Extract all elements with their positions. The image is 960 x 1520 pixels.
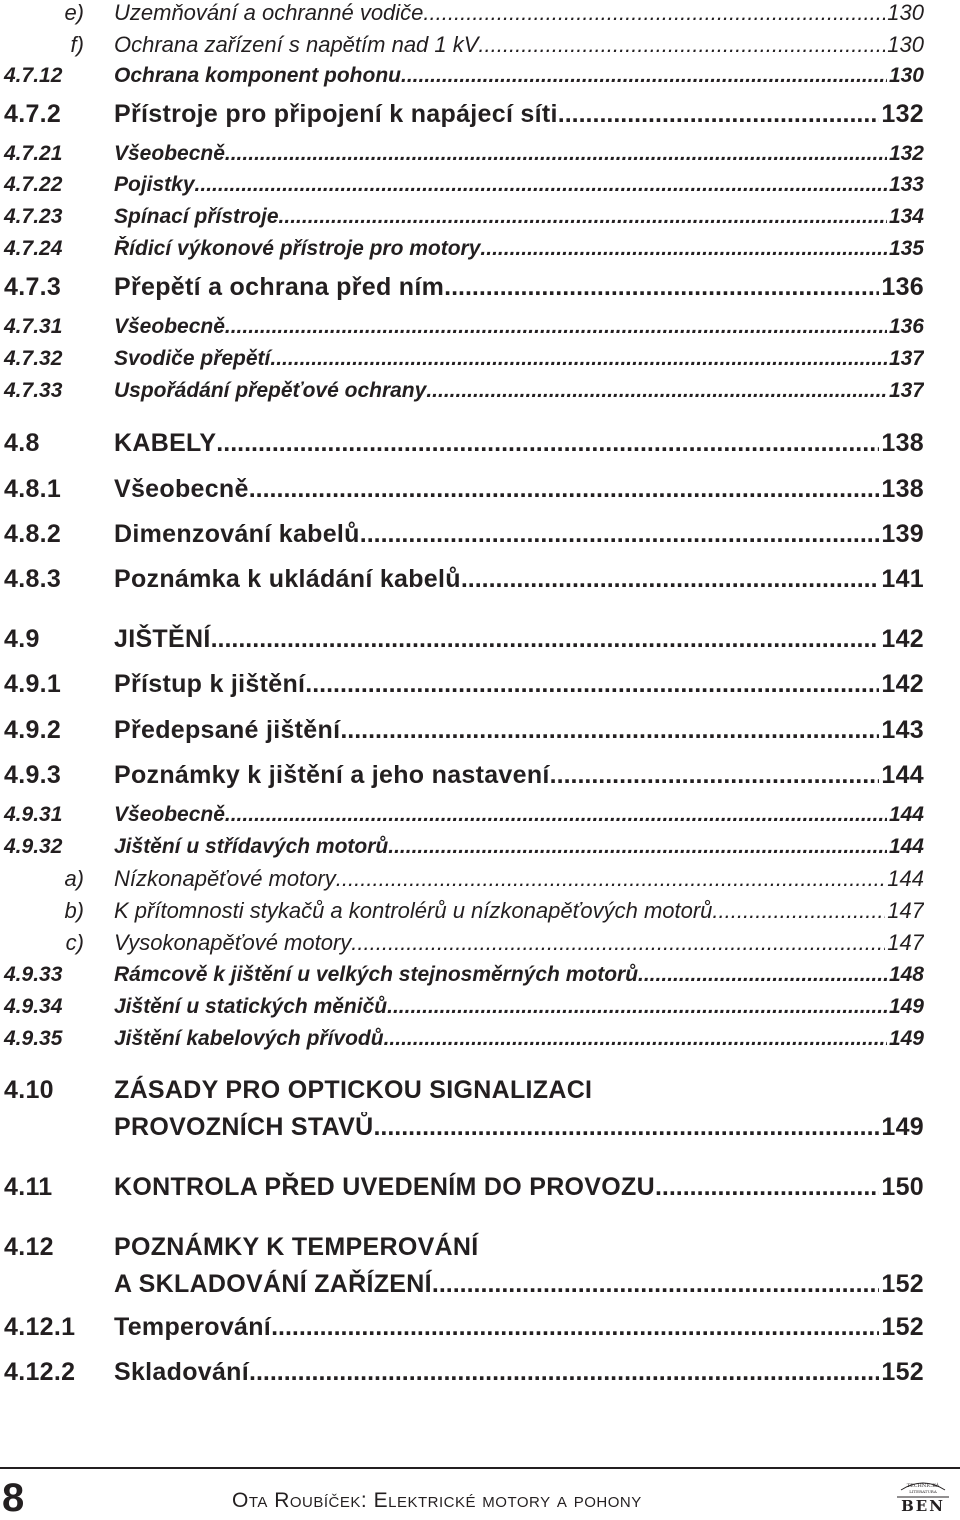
toc-title: Přístroje pro připojení k napájecí síti <box>114 100 558 128</box>
toc-page: 150 <box>881 1173 924 1201</box>
toc-title: Poznámka k ukládání kabelů <box>114 565 461 593</box>
toc-title: Přepětí a ochrana před ním <box>114 273 445 301</box>
toc-number: 4.7.23 <box>4 205 63 228</box>
dot-leader <box>478 32 885 58</box>
running-footer <box>232 1488 642 1514</box>
toc-title-line2: A SKLADOVÁNÍ ZAŘÍZENÍ <box>114 1270 432 1298</box>
toc-number: 4.11 <box>4 1173 53 1201</box>
toc-page: 149 <box>881 1113 924 1141</box>
toc-title: KONTROLA PŘED UVEDENÍM DO PROVOZU <box>114 1173 655 1201</box>
toc-title: Poznámky k jištění a jeho nastavení <box>114 761 550 789</box>
svg-text:TECHNICKÁ: TECHNICKÁ <box>906 1483 940 1489</box>
dot-leader <box>211 624 880 654</box>
toc-title: Jištění u statických měničů <box>114 995 388 1018</box>
dot-leader <box>360 519 880 549</box>
toc-page: 147 <box>887 898 924 923</box>
dot-leader <box>550 760 880 790</box>
toc-page: 144 <box>887 866 924 891</box>
toc-number: 4.9 <box>4 625 40 653</box>
toc-title: Ochrana zařízení s napětím nad 1 kV <box>114 32 479 57</box>
dot-leader <box>305 669 879 699</box>
toc-number: 4.7.31 <box>4 315 63 338</box>
toc-title: Uspořádání přepěťové ochrany <box>114 379 427 402</box>
toc-number: c) <box>65 930 84 955</box>
toc-title: Skladování <box>114 1358 249 1386</box>
toc-page: 152 <box>881 1358 924 1386</box>
toc-title: Nízkonapěťové motory <box>114 866 336 891</box>
toc-title: Pojistky <box>114 173 195 196</box>
toc-page: 148 <box>888 963 924 986</box>
toc-title-line2: PROVOZNÍCH STAVŮ <box>114 1113 374 1141</box>
publisher-logo <box>893 1478 953 1514</box>
dot-leader <box>225 314 887 340</box>
toc-page: 152 <box>881 1313 924 1341</box>
toc-number: 4.7.2 <box>4 100 62 128</box>
toc-title-line1: POZNÁMKY K TEMPEROVÁNÍ <box>114 1233 479 1261</box>
toc-title: Ochrana komponent pohonu <box>114 64 401 87</box>
toc-page: 136 <box>888 315 924 338</box>
toc-number: 4.8.1 <box>4 475 62 503</box>
toc-number: b) <box>64 898 84 923</box>
toc-number: 4.9.34 <box>4 995 63 1018</box>
toc-page: 152 <box>881 1270 924 1298</box>
toc-number: 4.9.2 <box>4 716 62 744</box>
toc-number: 4.9.3 <box>4 761 62 789</box>
toc-page: 143 <box>881 716 924 744</box>
toc-title: Rámcově k jištění u velkých stejnosměrných motorů <box>114 963 639 986</box>
dot-leader <box>351 930 885 956</box>
toc-title: Všeobecně <box>114 803 225 826</box>
toc-title: Dimenzování kabelů <box>114 520 360 548</box>
dot-leader <box>480 236 887 262</box>
dot-leader <box>432 1269 880 1299</box>
svg-text:LITERATURA: LITERATURA <box>909 1489 937 1494</box>
dot-leader <box>373 1112 879 1142</box>
toc-number: 4.8.2 <box>4 520 62 548</box>
toc-title: Uzemňování a ochranné vodiče <box>114 0 424 25</box>
svg-text:BEN: BEN <box>901 1497 945 1514</box>
toc-page: 133 <box>888 173 924 196</box>
dot-leader <box>270 346 887 372</box>
dot-leader <box>336 866 885 892</box>
dot-leader <box>388 834 887 860</box>
toc-page: 144 <box>888 803 924 826</box>
toc-page: 147 <box>887 930 924 955</box>
toc-page: 144 <box>888 835 924 858</box>
toc-page: 142 <box>881 670 924 698</box>
toc-number: a) <box>64 866 84 891</box>
dot-leader <box>401 63 887 89</box>
toc-number: 4.9.33 <box>4 963 63 986</box>
toc-page: 132 <box>881 100 924 128</box>
dot-leader <box>216 428 879 458</box>
toc-number: 4.7.24 <box>4 237 63 260</box>
toc-page: 135 <box>888 237 924 260</box>
toc-title-line1: ZÁSADY PRO OPTICKOU SIGNALIZACI <box>114 1076 593 1104</box>
toc-title: JIŠTĚNÍ <box>114 625 211 653</box>
dot-leader <box>340 715 879 745</box>
toc-page: 130 <box>888 64 924 87</box>
toc-page: 130 <box>887 0 924 25</box>
toc-page: 137 <box>888 347 924 370</box>
toc-page: 136 <box>881 273 924 301</box>
toc-number: e) <box>64 0 84 25</box>
toc-title: Svodiče přepětí <box>114 347 271 370</box>
dot-leader <box>384 1026 887 1052</box>
toc-title: Spínací přístroje <box>114 205 279 228</box>
footer-rule <box>0 1467 960 1469</box>
toc-page: 142 <box>881 625 924 653</box>
toc-page: 132 <box>888 142 924 165</box>
toc-page: 141 <box>881 565 924 593</box>
toc-title: Jištění kabelových přívodů <box>114 1027 384 1050</box>
dot-leader <box>249 474 880 504</box>
page-number: 8 <box>2 1476 25 1520</box>
author-name: Ota Roubíček: <box>232 1489 368 1512</box>
toc-number: 4.7.22 <box>4 173 63 196</box>
toc-title: K přítomnosti stykačů a kontrolérů u nízkonapěťových motorů <box>114 898 713 923</box>
dot-leader <box>225 802 887 828</box>
toc-title: Temperování <box>114 1313 272 1341</box>
toc-title: Předepsané jištění <box>114 716 341 744</box>
dot-leader <box>195 172 887 198</box>
dot-leader <box>279 204 887 230</box>
dot-leader <box>387 994 887 1020</box>
toc-title: Řídicí výkonové přístroje pro motory <box>114 237 481 260</box>
toc-page: 149 <box>888 1027 924 1050</box>
toc-page: 144 <box>881 761 924 789</box>
toc-page: 134 <box>888 205 924 228</box>
toc-page: 138 <box>881 475 924 503</box>
toc-number: 4.9.1 <box>4 670 62 698</box>
dot-leader <box>426 378 887 404</box>
toc-number: 4.8.3 <box>4 565 62 593</box>
toc-number: 4.12.2 <box>4 1358 76 1386</box>
toc-number: 4.7.33 <box>4 379 63 402</box>
toc-page: 149 <box>888 995 924 1018</box>
dot-leader <box>655 1172 879 1202</box>
dot-leader <box>638 962 887 988</box>
toc-title: Přístup k jištění <box>114 670 306 698</box>
toc-number: 4.12 <box>4 1233 54 1261</box>
toc-title: Všeobecně <box>114 315 225 338</box>
toc-page: 139 <box>881 520 924 548</box>
toc-number: 4.12.1 <box>4 1313 76 1341</box>
toc-title: Jištění u střídavých motorů <box>114 835 389 858</box>
toc-title: Všeobecně <box>114 142 225 165</box>
dot-leader <box>225 141 887 167</box>
dot-leader <box>461 564 880 594</box>
dot-leader <box>423 0 885 26</box>
toc-page: 137 <box>888 379 924 402</box>
toc-number: 4.7.12 <box>4 64 63 87</box>
book-title: Elektrické motory a pohony <box>373 1489 642 1512</box>
toc-title: KABELY <box>114 429 217 457</box>
toc-number: 4.9.31 <box>4 803 63 826</box>
toc-page: 130 <box>887 32 924 57</box>
toc-number: 4.9.32 <box>4 835 63 858</box>
toc-title: Všeobecně <box>114 475 249 503</box>
dot-leader <box>558 99 880 129</box>
toc-number: 4.9.35 <box>4 1027 63 1050</box>
toc-number: 4.10 <box>4 1076 54 1104</box>
dot-leader <box>249 1357 879 1387</box>
toc-number: 4.8 <box>4 429 40 457</box>
toc-page: 138 <box>881 429 924 457</box>
toc-number: 4.7.32 <box>4 347 63 370</box>
toc-title: Vysokonapěťové motory <box>114 930 352 955</box>
dot-leader <box>444 272 879 302</box>
dot-leader <box>271 1312 879 1342</box>
toc-number: f) <box>70 32 84 57</box>
toc-number: 4.7.21 <box>4 142 63 165</box>
toc-number: 4.7.3 <box>4 273 62 301</box>
dot-leader <box>712 898 885 924</box>
